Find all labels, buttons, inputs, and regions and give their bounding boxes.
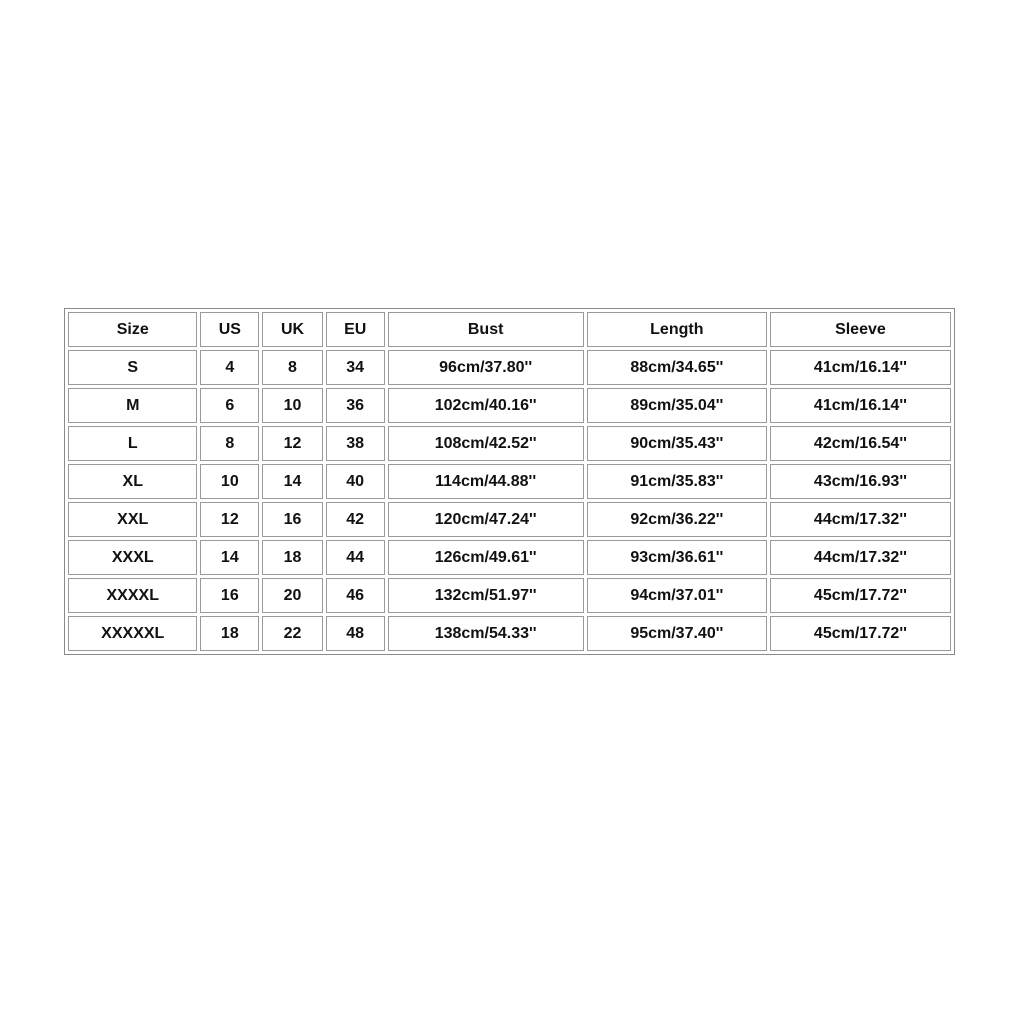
cell-bust: 120cm/47.24''	[388, 502, 584, 537]
cell-eu: 48	[326, 616, 385, 651]
cell-sleeve: 44cm/17.32''	[770, 502, 951, 537]
cell-eu: 34	[326, 350, 385, 385]
header-row	[68, 312, 951, 347]
cell-size: XXXXL	[68, 578, 197, 613]
cell-eu: 38	[326, 426, 385, 461]
table-row	[68, 616, 951, 651]
cell-size: XXL	[68, 502, 197, 537]
cell-eu: 40	[326, 464, 385, 499]
header-us: US	[200, 312, 259, 347]
cell-bust: 102cm/40.16''	[388, 388, 584, 423]
cell-us: 8	[200, 426, 259, 461]
cell-sleeve: 43cm/16.93''	[770, 464, 951, 499]
header-bust: Bust	[388, 312, 584, 347]
cell-size: S	[68, 350, 197, 385]
header-sleeve: Sleeve	[770, 312, 951, 347]
cell-size: XL	[68, 464, 197, 499]
cell-uk: 14	[262, 464, 323, 499]
cell-us: 12	[200, 502, 259, 537]
cell-sleeve: 44cm/17.32''	[770, 540, 951, 575]
cell-size: XXXXXL	[68, 616, 197, 651]
cell-bust: 132cm/51.97''	[388, 578, 584, 613]
header-length: Length	[587, 312, 767, 347]
cell-eu: 46	[326, 578, 385, 613]
cell-length: 90cm/35.43''	[587, 426, 767, 461]
table-row	[68, 502, 951, 537]
cell-bust: 138cm/54.33''	[388, 616, 584, 651]
cell-uk: 18	[262, 540, 323, 575]
cell-length: 93cm/36.61''	[587, 540, 767, 575]
cell-bust: 126cm/49.61''	[388, 540, 584, 575]
cell-us: 16	[200, 578, 259, 613]
cell-us: 14	[200, 540, 259, 575]
cell-sleeve: 45cm/17.72''	[770, 616, 951, 651]
cell-bust: 108cm/42.52''	[388, 426, 584, 461]
cell-length: 92cm/36.22''	[587, 502, 767, 537]
table-row	[68, 464, 951, 499]
cell-us: 4	[200, 350, 259, 385]
cell-sleeve: 41cm/16.14''	[770, 350, 951, 385]
cell-size: XXXL	[68, 540, 197, 575]
size-chart-header	[68, 312, 951, 347]
cell-sleeve: 42cm/16.54''	[770, 426, 951, 461]
cell-us: 6	[200, 388, 259, 423]
cell-uk: 8	[262, 350, 323, 385]
cell-uk: 12	[262, 426, 323, 461]
cell-uk: 16	[262, 502, 323, 537]
cell-length: 94cm/37.01''	[587, 578, 767, 613]
header-eu: EU	[326, 312, 385, 347]
cell-size: L	[68, 426, 197, 461]
cell-uk: 22	[262, 616, 323, 651]
size-chart-table	[64, 308, 955, 655]
table-row	[68, 388, 951, 423]
table-row	[68, 350, 951, 385]
cell-uk: 20	[262, 578, 323, 613]
table-row	[68, 426, 951, 461]
cell-length: 89cm/35.04''	[587, 388, 767, 423]
size-chart-body	[68, 350, 951, 651]
cell-eu: 44	[326, 540, 385, 575]
cell-bust: 96cm/37.80''	[388, 350, 584, 385]
header-uk: UK	[262, 312, 323, 347]
cell-sleeve: 45cm/17.72''	[770, 578, 951, 613]
cell-eu: 36	[326, 388, 385, 423]
cell-length: 91cm/35.83''	[587, 464, 767, 499]
table-row	[68, 540, 951, 575]
cell-eu: 42	[326, 502, 385, 537]
cell-size: M	[68, 388, 197, 423]
cell-length: 88cm/34.65''	[587, 350, 767, 385]
cell-bust: 114cm/44.88''	[388, 464, 584, 499]
cell-sleeve: 41cm/16.14''	[770, 388, 951, 423]
header-size: Size	[68, 312, 197, 347]
table-row	[68, 578, 951, 613]
cell-length: 95cm/37.40''	[587, 616, 767, 651]
cell-uk: 10	[262, 388, 323, 423]
cell-us: 10	[200, 464, 259, 499]
cell-us: 18	[200, 616, 259, 651]
